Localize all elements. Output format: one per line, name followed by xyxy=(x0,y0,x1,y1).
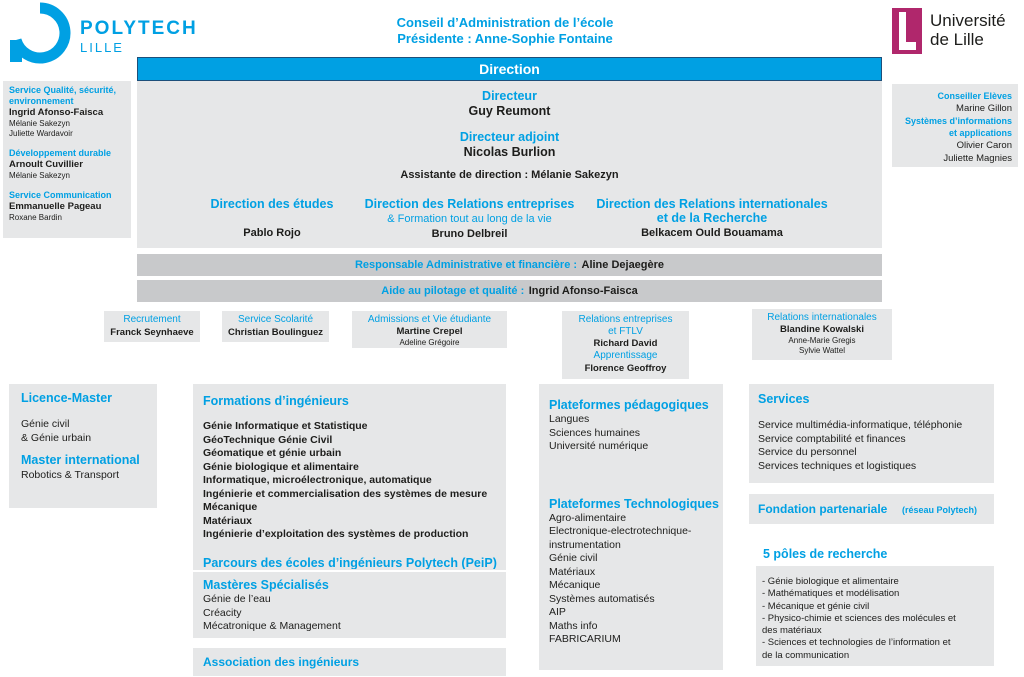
pole-item: de la communication xyxy=(762,649,850,661)
service-recrutement xyxy=(104,311,200,342)
direction-intl-label2: et de la Recherche xyxy=(656,211,768,225)
service-scolarite xyxy=(222,311,329,342)
si-name2: Juliette Magnies xyxy=(943,153,1012,164)
qualite-name: Ingrid Afonso-Faisca xyxy=(9,107,104,118)
fondation-sub: (réseau Polytech) xyxy=(902,505,978,515)
dd-label: Développement durable xyxy=(9,148,112,158)
mastere-item: Génie de l’eau xyxy=(203,593,271,605)
right-services-panel xyxy=(892,84,1018,167)
admin-name: Aline Dejaegère xyxy=(581,259,665,271)
re-label2: et FTLV xyxy=(608,326,643,337)
pole-item: - Mathématiques et modélisation xyxy=(762,588,900,600)
direction-etudes-name: Pablo Rojo xyxy=(243,227,301,239)
conseil-title: Conseil d’Administration de l’école xyxy=(396,15,614,30)
directeur-label: Directeur xyxy=(482,89,537,103)
plateformes-tech-title: Plateformes Technologiques xyxy=(549,496,719,511)
directeur-adjoint-label: Directeur adjoint xyxy=(459,130,560,144)
direction-panel xyxy=(137,81,882,248)
direction-entreprises-name: Bruno Delbreil xyxy=(431,228,508,240)
service-item: Service multimédia-informatique, téléphonie xyxy=(758,419,963,431)
recrutement-name: Franck Seynhaeve xyxy=(110,327,194,338)
formation-item: Matériaux xyxy=(203,514,253,527)
universite-logo-line2: de Lille xyxy=(930,30,984,49)
eleves-label: Conseiller Elèves xyxy=(937,91,1012,101)
dd-name: Arnoult Cuvillier xyxy=(9,159,83,170)
qualite-label1: Service Qualité, sécurité, xyxy=(9,85,117,95)
universite-lille-logo xyxy=(892,6,1020,56)
plateforme-tech-item: AIP xyxy=(549,606,566,618)
formations-list xyxy=(203,420,503,542)
pole-item: - Mécanique et génie civil xyxy=(762,600,870,612)
plateforme-peda-item: Sciences humaines xyxy=(549,426,641,439)
direction-intl-label1: Direction des Relations internationales xyxy=(596,197,828,211)
aide-pilotage-bar xyxy=(137,280,882,302)
licence-title: Licence-Master xyxy=(21,391,113,405)
masteres-panel xyxy=(193,572,506,638)
services-title: Services xyxy=(758,392,810,406)
mastere-item: Mécatronique & Management xyxy=(203,620,341,632)
association-panel xyxy=(193,648,506,676)
licence-master-panel xyxy=(9,384,157,508)
com-label: Service Communication xyxy=(9,190,112,200)
formation-item: Ingénierie d’exploitation des systèmes de production xyxy=(203,528,469,540)
service-relations-entreprises xyxy=(562,311,689,379)
left-services-panel xyxy=(3,81,131,238)
formation-item: Génie biologique et alimentaire xyxy=(203,460,359,473)
com-sub: Roxane Bardin xyxy=(9,213,62,222)
eleves-name: Marine Gillon xyxy=(956,103,1012,114)
direction-relations-internationales xyxy=(587,197,837,240)
plateforme-tech-item: FABRICARIUM xyxy=(549,633,621,645)
polytech-logo-text: POLYTECH xyxy=(80,18,198,39)
qualite-sub2: Juliette Wardavoir xyxy=(9,129,73,138)
responsable-administrative-bar xyxy=(137,254,882,276)
formation-item: GéoTechnique Génie Civil xyxy=(203,433,333,446)
fondation-title: Fondation partenariale xyxy=(758,502,888,516)
pole-item: des matériaux xyxy=(762,625,822,637)
plateforme-tech-item: Maths info xyxy=(549,619,598,632)
plateforme-peda-item: Langues xyxy=(549,413,590,425)
ri-name: Blandine Kowalski xyxy=(780,324,864,335)
direction-intl-name: Belkacem Ould Bouamama xyxy=(641,227,783,239)
apprentissage-name: Florence Geoffroy xyxy=(584,363,667,374)
si-label2: et applications xyxy=(948,128,1012,138)
formations-panel xyxy=(193,384,506,570)
service-item: Service du personnel xyxy=(758,446,857,458)
directeur-adjoint-name: Nicolas Burlion xyxy=(463,145,556,159)
service-admissions xyxy=(352,311,507,348)
plateforme-tech-item: Agro-alimentaire xyxy=(549,511,627,524)
peip-title: Parcours des écoles d’ingénieurs Polytech (PeiP) xyxy=(203,556,497,569)
formation-item: Géomatique et génie urbain xyxy=(203,447,342,459)
re-label1: Relations entreprises xyxy=(578,314,673,325)
direction-title: Direction xyxy=(479,61,540,77)
plateforme-tech-item: Electronique-electrotechnique- xyxy=(549,525,692,537)
ri-sub1: Anne-Marie Gregis xyxy=(788,336,856,345)
conseil-administration xyxy=(340,15,670,47)
qualite-label2: environnement xyxy=(9,96,74,106)
association-title: Association des ingénieurs xyxy=(203,655,360,669)
plateforme-tech-item: Matériaux xyxy=(549,565,596,578)
ri-label: Relations internationales xyxy=(767,312,877,323)
pole-item: - Sciences et technologies de l’information et xyxy=(762,637,951,649)
pilotage-label: Aide au pilotage et qualité : xyxy=(381,285,525,297)
plateformes-panel xyxy=(539,384,723,670)
plateforme-tech-item: Mécanique xyxy=(549,579,601,591)
formation-item: Mécanique xyxy=(203,501,258,513)
scolarite-name: Christian Boulinguez xyxy=(228,327,323,338)
direction-etudes xyxy=(192,197,352,240)
si-label1: Systèmes d’informations xyxy=(904,116,1012,126)
polytech-logo-mark-icon xyxy=(8,2,72,64)
pole-item: - Génie biologique et alimentaire xyxy=(762,576,899,587)
plateforme-tech-item: Systèmes automatisés xyxy=(549,592,655,605)
universite-logo-line1: Université xyxy=(930,11,1006,30)
direction-header xyxy=(137,57,882,81)
licence-item-1: & Génie urbain xyxy=(21,432,92,444)
com-name: Emmanuelle Pageau xyxy=(9,201,102,212)
plateforme-tech-item: instrumentation xyxy=(549,538,621,551)
ri-sub2: Sylvie Wattel xyxy=(799,346,845,355)
licence-item-0: Génie civil xyxy=(21,418,70,430)
direction-entreprises-label1: Direction des Relations entreprises xyxy=(364,197,575,211)
fondation-panel xyxy=(749,494,994,524)
qualite-sub1: Mélanie Sakezyn xyxy=(9,119,70,128)
dd-sub: Mélanie Sakezyn xyxy=(9,171,70,180)
master-item-0: Robotics & Transport xyxy=(21,469,120,481)
poles-title: 5 pôles de recherche xyxy=(763,547,888,561)
plateforme-tech-item: Génie civil xyxy=(549,552,598,564)
admissions-sub: Adeline Grégoire xyxy=(399,338,460,347)
directeur-name: Guy Reumont xyxy=(468,104,551,118)
polytech-logo-subtext: LILLE xyxy=(80,40,124,55)
direction-entreprises-label2: & Formation tout au long de la vie xyxy=(387,213,552,225)
services-panel xyxy=(749,384,994,483)
masteres-title: Mastères Spécialisés xyxy=(203,578,329,592)
direction-relations-entreprises xyxy=(357,197,582,241)
pilotage-name: Ingrid Afonso-Faisca xyxy=(528,285,638,297)
plateformes-peda-title: Plateformes pédagogiques xyxy=(549,398,709,412)
master-title: Master international xyxy=(21,453,140,467)
recrutement-label: Recrutement xyxy=(123,314,181,325)
re-name: Richard David xyxy=(593,338,658,349)
admissions-name: Martine Crepel xyxy=(396,326,463,337)
poles-panel xyxy=(756,566,994,666)
formations-title: Formations d’ingénieurs xyxy=(203,394,349,408)
mastere-item: Créacity xyxy=(203,606,242,619)
polytech-logo xyxy=(8,2,228,64)
scolarite-label: Service Scolarité xyxy=(237,314,314,325)
direction-etudes-label: Direction des études xyxy=(210,197,334,211)
si-name1: Olivier Caron xyxy=(956,140,1012,151)
conseil-presidente: Présidente : Anne-Sophie Fontaine xyxy=(397,31,613,46)
pole-item: - Physico-chimie et sciences des molécules et xyxy=(762,612,956,624)
universite-lille-mark-icon xyxy=(892,8,922,54)
formation-item: Génie Informatique et Statistique xyxy=(203,420,368,432)
apprentissage-label: Apprentissage xyxy=(593,350,658,361)
formation-item: Informatique, microélectronique, automatique xyxy=(203,474,432,486)
service-item: Services techniques et logistiques xyxy=(758,459,917,472)
plateforme-peda-item: Université numérique xyxy=(549,440,649,452)
service-item: Service comptabilité et finances xyxy=(758,432,906,445)
admin-label: Responsable Administrative et financière : xyxy=(354,259,578,271)
admissions-label: Admissions et Vie étudiante xyxy=(367,314,492,325)
service-relations-internationales xyxy=(752,309,892,360)
formation-item: Ingénierie et commercialisation des systèmes de mesure xyxy=(203,487,488,500)
assistante-direction: Assistante de direction : Mélanie Sakezyn xyxy=(400,169,619,181)
